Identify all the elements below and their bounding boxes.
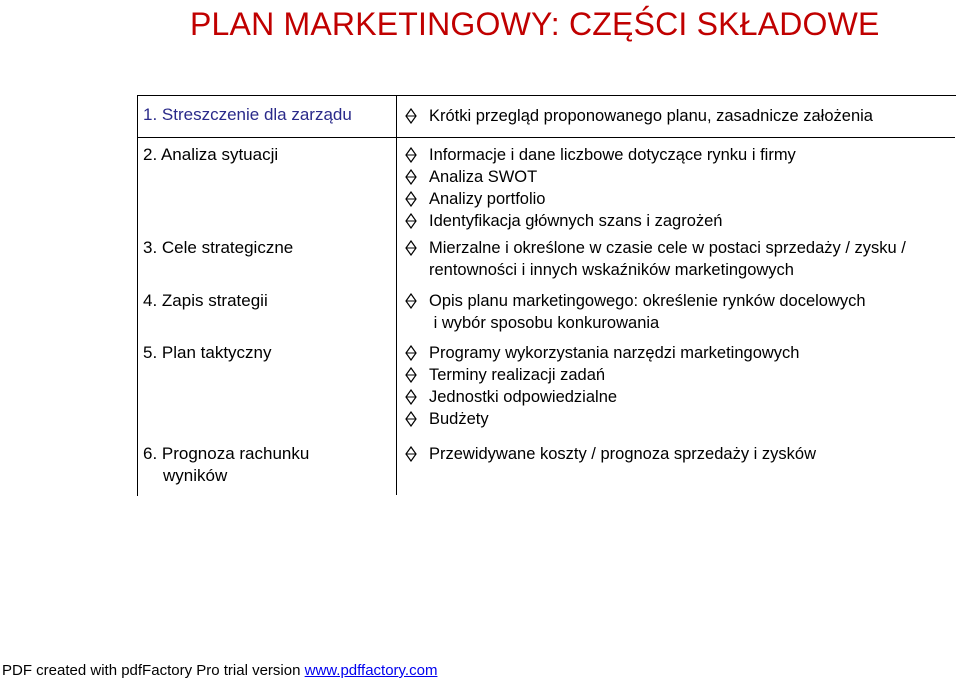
footer-text: PDF created with pdfFactory Pro trial version bbox=[2, 662, 305, 679]
row-items-3 bbox=[403, 237, 955, 281]
list-item: Informacje i dane liczbowe dotyczące rynku i firmy bbox=[403, 144, 955, 166]
list-item: Analizy portfolio bbox=[403, 188, 955, 210]
diamond-bullet-icon bbox=[403, 240, 419, 256]
footer-watermark bbox=[2, 662, 437, 679]
list-item-continuation: rentowności i innych wskaźników marketingowych bbox=[429, 261, 794, 279]
diamond-bullet-icon bbox=[403, 446, 419, 462]
row-label-4: 4. Zapis strategii bbox=[143, 291, 268, 310]
diamond-bullet-icon bbox=[403, 108, 419, 124]
row-items-4 bbox=[403, 290, 955, 334]
list-item: Mierzalne i określone w czasie cele w postaci sprzedaży / zysku / bbox=[403, 237, 955, 259]
diamond-bullet-icon bbox=[403, 293, 419, 309]
list-item: Programy wykorzystania narzędzi marketingowych bbox=[403, 342, 955, 364]
list-item: Przewidywane koszty / prognoza sprzedaży i zysków bbox=[403, 443, 955, 465]
list-item: Jednostki odpowiedzialne bbox=[403, 386, 955, 408]
page-title: PLAN MARKETINGOWY: CZĘŚCI SKŁADOWE bbox=[190, 6, 880, 42]
list-item: Opis planu marketingowego: określenie rynków docelowych bbox=[403, 290, 955, 312]
row-label-2: 2. Analiza sytuacji bbox=[143, 145, 279, 164]
column-divider bbox=[396, 95, 397, 495]
row-items-2 bbox=[403, 144, 955, 232]
list-item-continuation: i wybór sposobu konkurowania bbox=[429, 314, 660, 332]
list-item: Identyfikacja głównych szans i zagrożeń bbox=[403, 210, 955, 232]
list-item: Krótki przegląd proponowanego planu, zasadnicze założenia bbox=[403, 105, 955, 127]
row-items-1 bbox=[403, 105, 955, 127]
diamond-bullet-icon bbox=[403, 345, 419, 361]
row-label-6-line2: wyników bbox=[163, 466, 228, 485]
diamond-bullet-icon bbox=[403, 169, 419, 185]
row-label-6-line1: 6. Prognoza rachunku bbox=[143, 444, 310, 463]
diamond-bullet-icon bbox=[403, 191, 419, 207]
row-items-6 bbox=[403, 443, 955, 465]
row-label-6 bbox=[143, 443, 393, 487]
row-items-5 bbox=[403, 342, 955, 430]
row-divider bbox=[137, 137, 955, 138]
diamond-bullet-icon bbox=[403, 389, 419, 405]
list-item: Terminy realizacji zadań bbox=[403, 364, 955, 386]
diamond-bullet-icon bbox=[403, 367, 419, 383]
diamond-bullet-icon bbox=[403, 213, 419, 229]
diamond-bullet-icon bbox=[403, 411, 419, 427]
row-label-3: 3. Cele strategiczne bbox=[143, 238, 294, 257]
diamond-bullet-icon bbox=[403, 147, 419, 163]
row-label-1: 1. Streszczenie dla zarządu bbox=[143, 105, 352, 124]
list-item: Budżety bbox=[403, 408, 955, 430]
row-label-5: 5. Plan taktyczny bbox=[143, 343, 272, 362]
pdffactory-link[interactable]: www.pdffactory.com bbox=[304, 662, 438, 679]
list-item: Analiza SWOT bbox=[403, 166, 955, 188]
